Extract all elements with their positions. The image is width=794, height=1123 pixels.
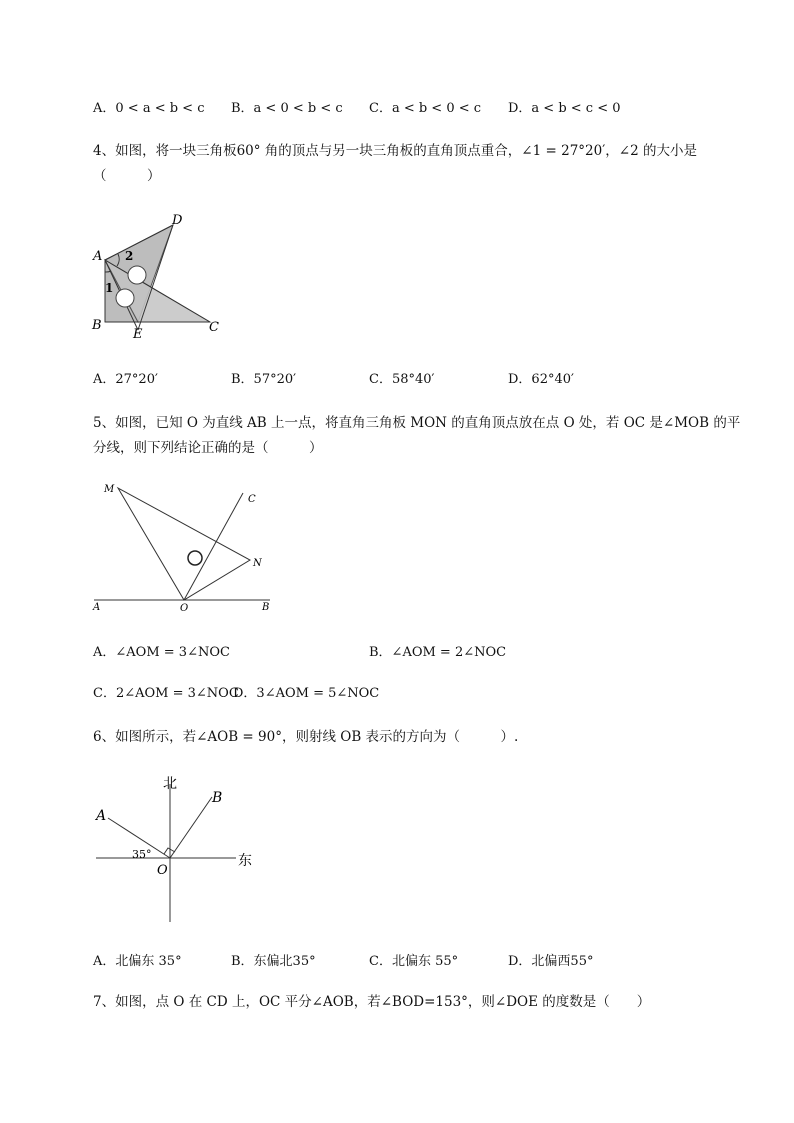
north-label: 北 xyxy=(163,776,177,792)
label-b: B xyxy=(212,790,223,806)
label-b: B xyxy=(262,602,270,613)
label-c: C xyxy=(209,320,219,335)
q4-figure xyxy=(88,210,228,340)
q4-option-d: D．62°40′ xyxy=(508,372,574,387)
q4-paren: （ ） xyxy=(93,168,161,184)
q6-option-a: A．北偏东 35° xyxy=(93,954,182,969)
q6-stem: 6、如图所示，若∠AOB = 90°，则射线 OB 表示的方向为（ ）. xyxy=(93,729,519,745)
label-a: A xyxy=(93,249,103,264)
q3-option-b: B．a < 0 < b < c xyxy=(231,101,343,116)
q5-stem-cont: 分线，则下列结论正确的是（ ） xyxy=(93,440,323,456)
label-b: B xyxy=(92,318,102,333)
q5-option-c: C．2∠AOM = 3∠NOC xyxy=(93,686,239,701)
q5-option-d: D．3∠AOM = 5∠NOC xyxy=(233,686,380,701)
q4-option-b: B．57°20′ xyxy=(231,372,297,387)
q5-option-b: B．∠AOM = 2∠NOC xyxy=(369,645,507,660)
q3-option-d: D．a < b < c < 0 xyxy=(508,101,621,116)
q7-stem: 7、如图，点 O 在 CD 上，OC 平分∠AOB，若∠BOD=153°，则∠DOE 的度数是（ ） xyxy=(93,994,651,1010)
label-n: N xyxy=(253,558,262,569)
q5-stem: 5、如图，已知 O 为直线 AB 上一点，将直角三角板 MON 的直角顶点放在点 O 处，若 OC 是∠MOB 的平 xyxy=(93,415,741,431)
label-m: M xyxy=(104,484,115,495)
q5-figure xyxy=(88,480,288,620)
label-a: A xyxy=(93,602,101,613)
east-label: 东 xyxy=(238,853,252,869)
q3-option-a: A．0 < a < b < c xyxy=(93,101,205,116)
q5-option-a: A．∠AOM = 3∠NOC xyxy=(93,645,230,660)
q4-option-a: A．27°20′ xyxy=(93,372,158,387)
q6-option-b: B．东偏北35° xyxy=(231,954,316,969)
q6-option-d: D．北偏西55° xyxy=(508,954,594,969)
label-a: A xyxy=(96,808,107,824)
q6-figure xyxy=(88,770,268,930)
q3-option-c: C．a < b < 0 < c xyxy=(369,101,482,116)
angle-1-label: 1 xyxy=(105,281,114,295)
q6-option-c: C．北偏东 55° xyxy=(369,954,459,969)
label-d: D xyxy=(172,213,183,228)
label-o: O xyxy=(157,863,168,878)
q4-stem: 4、如图，将一块三角板60° 角的顶点与另一块三角板的直角顶点重合，∠1 = 27°20′，∠2 的大小是 xyxy=(93,143,697,159)
angle-2-label: 2 xyxy=(125,249,134,263)
label-c: C xyxy=(248,494,256,505)
label-e: E xyxy=(133,327,143,340)
label-o: O xyxy=(180,603,189,614)
angle-35-label: 35° xyxy=(132,848,152,861)
q4-option-c: C．58°40′ xyxy=(369,372,435,387)
